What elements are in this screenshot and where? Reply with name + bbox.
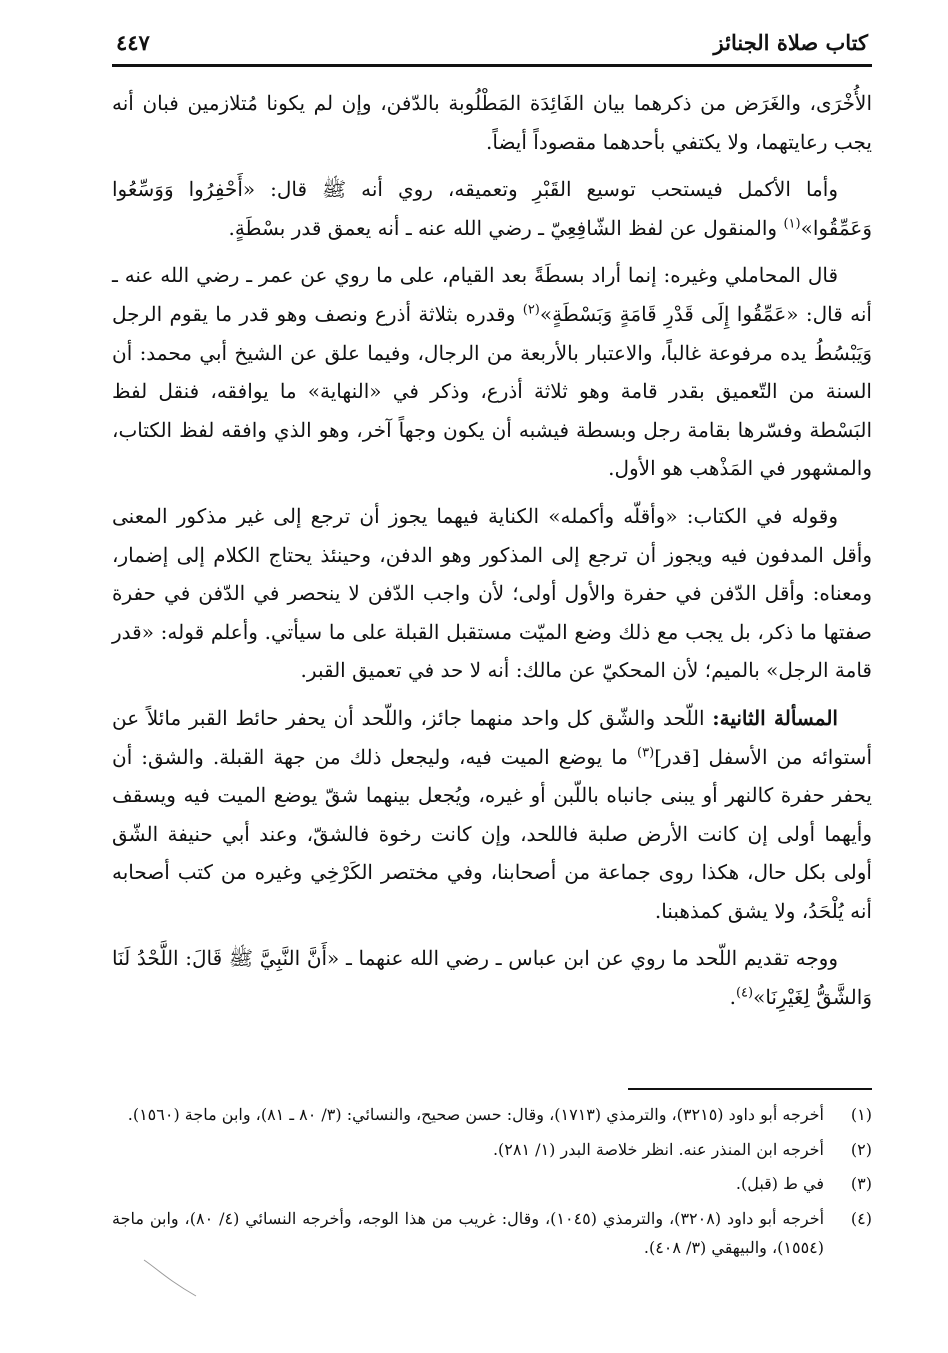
page-header [112,22,872,62]
footnote-ref: (٣) [637,744,655,760]
footnote-4 [112,1204,872,1263]
paragraph-6 [112,939,872,1016]
paragraph-text: وقوله في الكتاب: «وأقلّه وأكمله» الكناية فيهما يجوز أن ترجع إلى غير مذكور المعنى وأقل المدفون فيه ويجوز أن ترجع إلى المذكور وهو الدفن، وحينئذ يحتاج الكلام إلى إضمار، ومعناه: وأقل الدّفن في حفرة والأول أولى؛ لأن واجب الدّفن لا ينحصر في الدّفن في حفرة صفتها ما ذكر، بل يجب مع ذلك وضع الميّت مستقبل القبلة على ما سيأتي. وأعلم قوله: «قدر قامة الرجل» بالميم؛ لأن المحكيّ عن مالك: أنه لا حد في تعميق القبر. [112,503,872,683]
running-title: كتاب صلاة الجنائز [713,30,868,55]
paragraph-1 [112,84,872,161]
page-number: ٤٤٧ [116,30,150,55]
paragraph-text: ما يوضع الميت فيه، وليجعل ذلك من جهة القبلة. والشق: أن يحفر حفرة كالنهر أو يبنى جانباه باللّبن أو غيره، ويُجعل بينهما شقّ يوضع الميت فيه ويسقف وأيهما أولى إن كانت الأرض صلبة فاللحد، وإن كانت رخوة فالشقّ، وعند أبي حنيفة الشّق أولى بكل حال، هكذا روى جماعة من أصحابنا، وفي مختصر الكَرْخِي وغيره من كتب أصحابه أنه يُلْحَدُ، ولا يشق كمذهبنا. [112,744,872,923]
footnote-number: (١) [850,1105,872,1124]
paragraph-text: قال المحاملي وغيره: إنما أراد بسطَةً بعد القيام، على ما روي عن عمر ـ رضي الله عنه ـ أنه قال: «عَمِّقُوا إِلَى قَدْرِ قَامَةٍ وَبَسْطَةٍ» [112,263,872,326]
footnote-1 [112,1100,872,1130]
footnote-text: أخرجه ابن المنذر عنه. انظر خلاصة البدر (١/ ٢٨١). [492,1139,824,1159]
footnote-text: أخرجه أبو داود (٣٢٠٨)، والترمذي (١٠٤٥)، وقال: غريب من هذا الوجه، وأخرجه النسائي (٤/ ٨٠)، وابن ماجة (١٥٥٤)، والبيهقي (٣/ ٤٠٨). [112,1208,825,1257]
footnote-ref: (٢) [522,302,540,318]
paragraph-text: اللّحد والشّق كل واحد منهما جائز، واللّحد أن يحفر حائط القبر مائلاً عن أستوائه من الأسفل [قدر] [112,705,872,769]
paragraph-text: . [729,985,736,1010]
paragraph-3 [112,256,872,488]
footnote-text: في ط (قبل). [735,1174,824,1193]
paragraph-text: والمنقول عن لفظ الشّافِعِيّ ـ رضي الله عنه ـ أنه يعمق قدر بسْطَةٍ. [228,215,784,240]
paragraph-text: وأما الأكمل فيستحب توسيع القَبْرِ وتعميقه، روي أنه ﷺ قال: «أَحْفِرُوا وَوَسِّعُوا وَعَمِّقُوا» [112,177,872,240]
footnote-number: (٣) [850,1174,872,1193]
paragraph-2 [112,170,872,247]
footnote-number: (٢) [850,1139,872,1159]
paragraph-5 [112,699,872,931]
header-rule [112,64,872,67]
footnote-text: أخرجه أبو داود (٣٢١٥)، والترمذي (١٧١٣)، وقال: حسن صحيح، والنسائي: (٣/ ٨٠ ـ ٨١)، وابن ماجة (١٥٦٠). [127,1105,824,1124]
main-text [112,84,872,1026]
section-lead: المسألة الثانية: [712,705,838,730]
footnotes [112,1100,872,1268]
footnote-ref: (١) [783,216,801,232]
footnote-rule [628,1088,872,1090]
footnote-3 [112,1169,872,1199]
footnote-2 [112,1135,872,1165]
paragraph-text: وقدره بثلاثة أذرع ونصف وهو قدر ما يقوم الرجل وَيَبْسُطُ يده مرفوعة غالباً، والاعتبار بالأربعة من الرجال، وفيما علق عن الشيخ أبي محمد: أن السنة من التّعميق بقدر قامة وهو ثلاثة أذرع، وذكر في «النهاية» ما يوافقه، فنقل لفظ البَسْطة وفسّرها بقامة رجل وبسطة فيشبه أن يكون وجهاً آخر، وهو الذي وافقه لفظ الكتاب، والمشهور في المَذْهب هو الأول. [112,301,872,481]
book-page [112,22,872,1257]
scan-artifact [142,1258,198,1298]
footnote-number: (٤) [850,1208,872,1228]
paragraph-text: الأُخْرَى، والغَرَض من ذكرهما بيان الفَائِدَة المَطْلُوبة بالدّفن، وإن لم يكونا مُتلازمين فبان أنه يجب رعايتهما، ولا يكتفي بأحدهما مقصوداً أيضاً. [112,91,872,154]
paragraph-text: ووجه تقديم اللّحد ما روي عن ابن عباس ـ رضي الله عنهما ـ «أَنَّ النَّبِيَّ ﷺ قَالَ: اللَّحْدُ لَنَا وَالشَّقُّ لِغَيْرِنَا» [112,946,872,1010]
paragraph-4 [112,497,872,690]
footnote-ref: (٤) [735,985,754,1001]
